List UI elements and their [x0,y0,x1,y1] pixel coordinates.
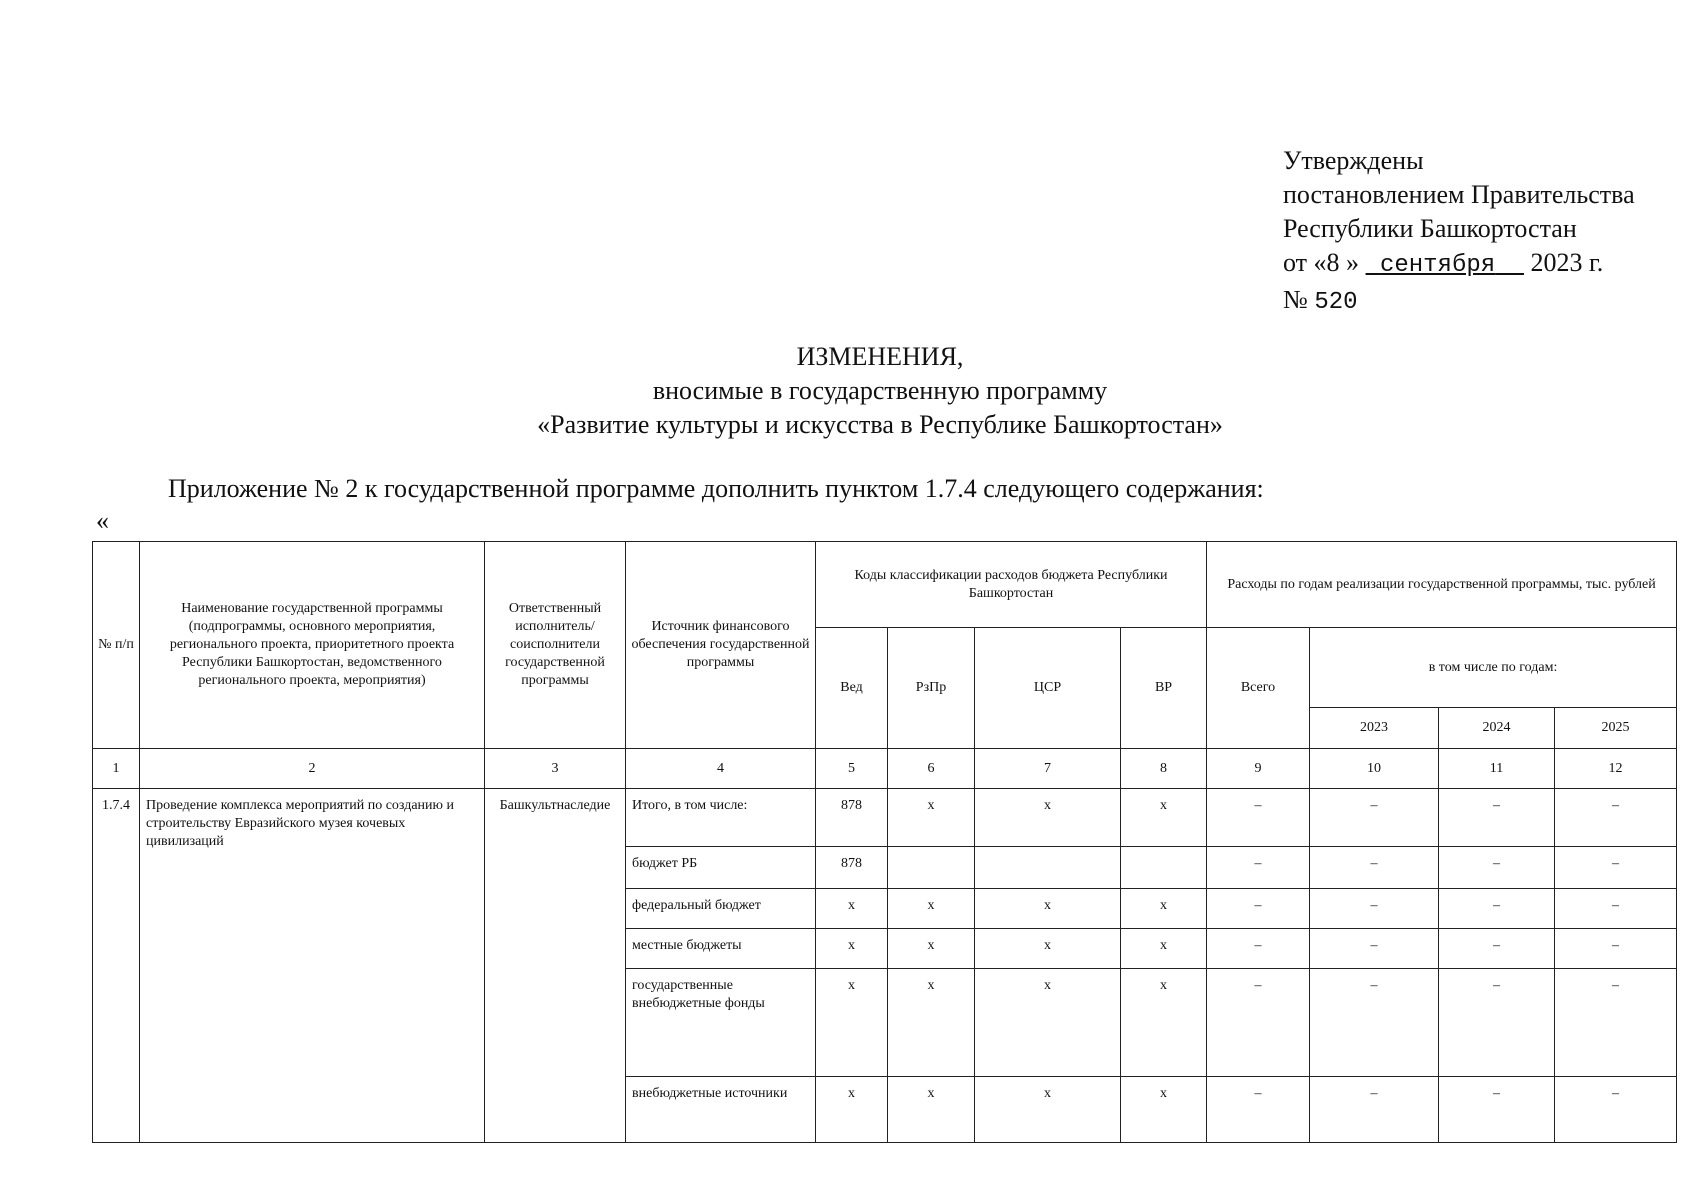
ved-cell: 878 [816,847,888,889]
col-number: 8 [1121,749,1207,789]
col-number: 3 [485,749,626,789]
header-by-years: в том числе по годам: [1310,628,1677,708]
rzpr-cell [888,847,975,889]
source-cell: государственные внебюджетные фонды [626,969,816,1077]
year-2023-cell: – [1310,789,1439,847]
header-expenses: Расходы по годам реализации государственной программы, тыс. рублей [1207,542,1677,628]
vr-cell: х [1121,929,1207,969]
header-codes: Коды классификации расходов бюджета Республики Башкортостан [816,542,1207,628]
header-executor: Ответственный исполнитель/ соисполнители государственной программы [485,542,626,749]
ved-cell: х [816,929,888,969]
source-cell: внебюджетные источники [626,1077,816,1143]
item-number: 1.7.4 [93,789,140,1143]
source-cell: Итого, в том числе: [626,789,816,847]
approval-block [1283,144,1635,320]
title-line-2: вносимые в государственную программу [652,376,1108,405]
source-cell: бюджет РБ [626,847,816,889]
total-cell: – [1207,969,1310,1077]
col-number: 5 [816,749,888,789]
rzpr-cell: х [888,889,975,929]
vr-cell [1121,847,1207,889]
approval-number-value: 520 [1314,289,1358,316]
header-year-2024: 2024 [1439,708,1555,749]
rzpr-cell: х [888,789,975,847]
csr-cell: х [975,1077,1121,1143]
approval-number-prefix: № [1283,285,1308,314]
source-cell: местные бюджеты [626,929,816,969]
header-year-2023: 2023 [1310,708,1439,749]
year-2023-cell: – [1310,847,1439,889]
csr-cell [975,847,1121,889]
year-2025-cell: – [1555,847,1677,889]
csr-cell: х [975,969,1121,1077]
total-cell: – [1207,1077,1310,1143]
approval-date-prefix: от «8 » [1283,248,1360,277]
col-number: 1 [93,749,140,789]
source-cell: федеральный бюджет [626,889,816,929]
title-line-1: ИЗМЕНЕНИЯ, [796,342,964,371]
document-title [0,340,1707,442]
year-2023-cell: – [1310,929,1439,969]
col-number: 2 [140,749,485,789]
funding-table [92,541,1677,1143]
year-2024-cell: – [1439,789,1555,847]
col-number: 12 [1555,749,1677,789]
ved-cell: х [816,969,888,1077]
col-number: 4 [626,749,816,789]
csr-cell: х [975,929,1121,969]
approval-date [1283,246,1635,283]
header-year-2025: 2025 [1555,708,1677,749]
year-2023-cell: – [1310,889,1439,929]
rzpr-cell: х [888,1077,975,1143]
total-cell: – [1207,847,1310,889]
col-number: 11 [1439,749,1555,789]
year-2023-cell: – [1310,969,1439,1077]
total-cell: – [1207,929,1310,969]
header-vr: ВР [1121,628,1207,749]
header-name: Наименование государственной программы (подпрограммы, основного мероприятия, регионального проекта, приоритетного проекта Республики Башкортостан, ведомственного регионального проекта, мероприятия) [140,542,485,749]
approval-line-2: постановлением Правительства [1283,180,1635,209]
year-2024-cell: – [1439,889,1555,929]
approval-line-3: Республики Башкортостан [1283,214,1577,243]
year-2024-cell: – [1439,969,1555,1077]
col-number: 7 [975,749,1121,789]
approval-date-month: сентября [1379,252,1496,279]
col-number: 6 [888,749,975,789]
vr-cell: х [1121,889,1207,929]
year-2024-cell: – [1439,847,1555,889]
total-cell: – [1207,889,1310,929]
ved-cell: х [816,889,888,929]
year-2025-cell: – [1555,969,1677,1077]
header-total: Всего [1207,628,1310,749]
rzpr-cell: х [888,929,975,969]
csr-cell: х [975,889,1121,929]
year-2025-cell: – [1555,929,1677,969]
header-csr: ЦСР [975,628,1121,749]
year-2025-cell: – [1555,889,1677,929]
ved-cell: х [816,1077,888,1143]
approval-line-1: Утверждены [1283,146,1424,175]
year-2024-cell: – [1439,929,1555,969]
vr-cell: х [1121,789,1207,847]
intro-text: Приложение № 2 к государственной программе дополнить пунктом 1.7.4 следующего содержания: [168,474,1264,503]
col-number: 10 [1310,749,1439,789]
year-2025-cell: – [1555,1077,1677,1143]
header-num: № п/п [93,542,140,749]
table-row [93,789,1677,847]
col-number: 9 [1207,749,1310,789]
csr-cell: х [975,789,1121,847]
item-executor: Башкультнаследие [485,789,626,1143]
vr-cell: х [1121,969,1207,1077]
approval-date-year: 2023 г. [1530,248,1604,277]
total-cell: – [1207,789,1310,847]
item-name: Проведение комплекса мероприятий по созданию и строительству Евразийского музея кочевых цивилизаций [140,789,485,1143]
year-2025-cell: – [1555,789,1677,847]
vr-cell: х [1121,1077,1207,1143]
title-line-3: «Развитие культуры и искусства в Республике Башкортостан» [537,410,1223,439]
open-quote: « [96,506,109,535]
year-2023-cell: – [1310,1077,1439,1143]
header-rzpr: РзПр [888,628,975,749]
header-ved: Вед [816,628,888,749]
rzpr-cell: х [888,969,975,1077]
year-2024-cell: – [1439,1077,1555,1143]
column-number-row [93,749,1677,789]
header-source: Источник финансового обеспечения государственной программы [626,542,816,749]
approval-number [1283,283,1635,320]
ved-cell: 878 [816,789,888,847]
